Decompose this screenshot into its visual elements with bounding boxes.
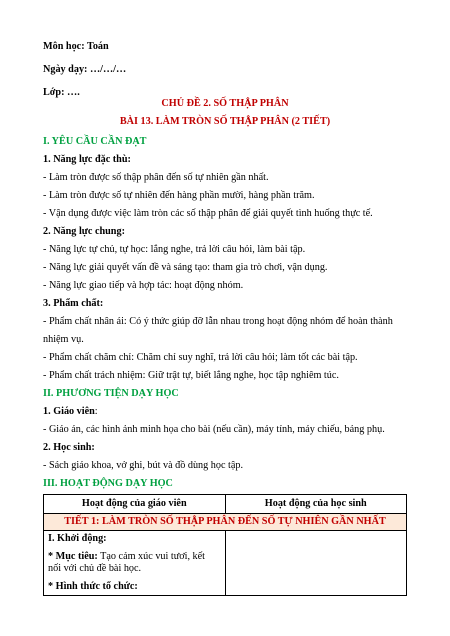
student-item: - Sách giáo khoa, vở ghi, bút và đồ dùng học tập.: [43, 460, 244, 471]
topic-title: CHỦ ĐỀ 2. SỐ THẬP PHÂN: [161, 98, 289, 109]
form-label: * Hình thức tổ chức:: [48, 581, 138, 592]
sub1-item: - Làm tròn được số thập phân đến số tự nhiên gần nhất.: [43, 172, 269, 183]
teacher-label-line: [43, 406, 98, 418]
table-row: [44, 531, 407, 596]
sub1-item: - Vận dụng được việc làm tròn các số thập phân để giải quyết tình huống thực tế.: [43, 208, 373, 219]
start-label: I. Khởi động:: [48, 533, 107, 544]
sub2-item: - Năng lực tự chủ, tự học: lắng nghe, trả lời câu hỏi, làm bài tập.: [43, 244, 306, 255]
activity-cell: [44, 531, 226, 596]
goal-text: Tạo cảm xúc vui tươi, kết nối với chủ đề bài học.: [48, 551, 205, 574]
sub3-item: - Phẩm chất trách nhiệm: Giữ trật tự, biết lắng nghe, học tập nghiêm túc.: [43, 370, 339, 381]
sub2-item: - Năng lực giải quyết vấn đề và sáng tạo: tham gia trò chơi, vận dụng.: [43, 262, 328, 273]
sub3-item: - Phẩm chất nhân ái: Có ý thức giúp đỡ lẫn nhau trong hoạt động nhóm để hoàn thành: [43, 316, 393, 327]
lesson-title: BÀI 13. LÀM TRÒN SỐ THẬP PHÂN (2 TIẾT): [119, 116, 331, 127]
sub3-item: - Phẩm chất chăm chỉ: Chăm chỉ suy nghĩ, trả lời câu hỏi; làm tốt các bài tập.: [43, 352, 358, 363]
tiet1-title: TIẾT 1: LÀM TRÒN SỐ THẬP PHÂN ĐẾN SỐ TỰ NHIÊN GẦN NHẤT: [44, 514, 407, 531]
section3-title: III. HOẠT ĐỘNG DẠY HỌC: [43, 478, 173, 489]
section1-title: I. YÊU CẦU CẦN ĐẠT: [43, 136, 147, 147]
col-student-header: Hoạt động của học sinh: [225, 495, 407, 514]
teacher-colon: :: [94, 406, 98, 417]
goal-label: * Mục tiêu:: [48, 551, 98, 562]
sub3-item: nhiệm vụ.: [43, 334, 84, 345]
section2-title: II. PHƯƠNG TIỆN DẠY HỌC: [43, 388, 179, 399]
teacher-item: - Giáo án, các hình ảnh minh họa cho bài (nếu cần), máy tính, máy chiếu, bảng phụ.: [43, 424, 385, 435]
section1-sub1: 1. Năng lực đặc thù:: [43, 154, 131, 165]
sub1-item: - Làm tròn được số tự nhiên đến hàng phần mười, hàng phần trăm.: [43, 190, 315, 201]
subject-line: Môn học: Toán: [43, 41, 109, 52]
tiet-row: [44, 514, 407, 531]
section1-sub2: 2. Năng lực chung:: [43, 226, 125, 237]
date-line: Ngày dạy: …/…/…: [43, 64, 127, 75]
section1-sub3: 3. Phẩm chất:: [43, 298, 104, 309]
col-teacher-header: Hoạt động của giáo viên: [44, 495, 226, 514]
class-line: Lớp: ….: [43, 87, 80, 98]
student-label: 2. Học sinh:: [43, 442, 95, 453]
table-header-row: [44, 495, 407, 514]
goal-line: [48, 551, 221, 575]
student-activity-cell: [225, 531, 407, 596]
sub2-item: - Năng lực giao tiếp và hợp tác: hoạt động nhóm.: [43, 280, 244, 291]
teacher-label: 1. Giáo viên: [43, 406, 95, 417]
activity-table: [43, 494, 407, 596]
